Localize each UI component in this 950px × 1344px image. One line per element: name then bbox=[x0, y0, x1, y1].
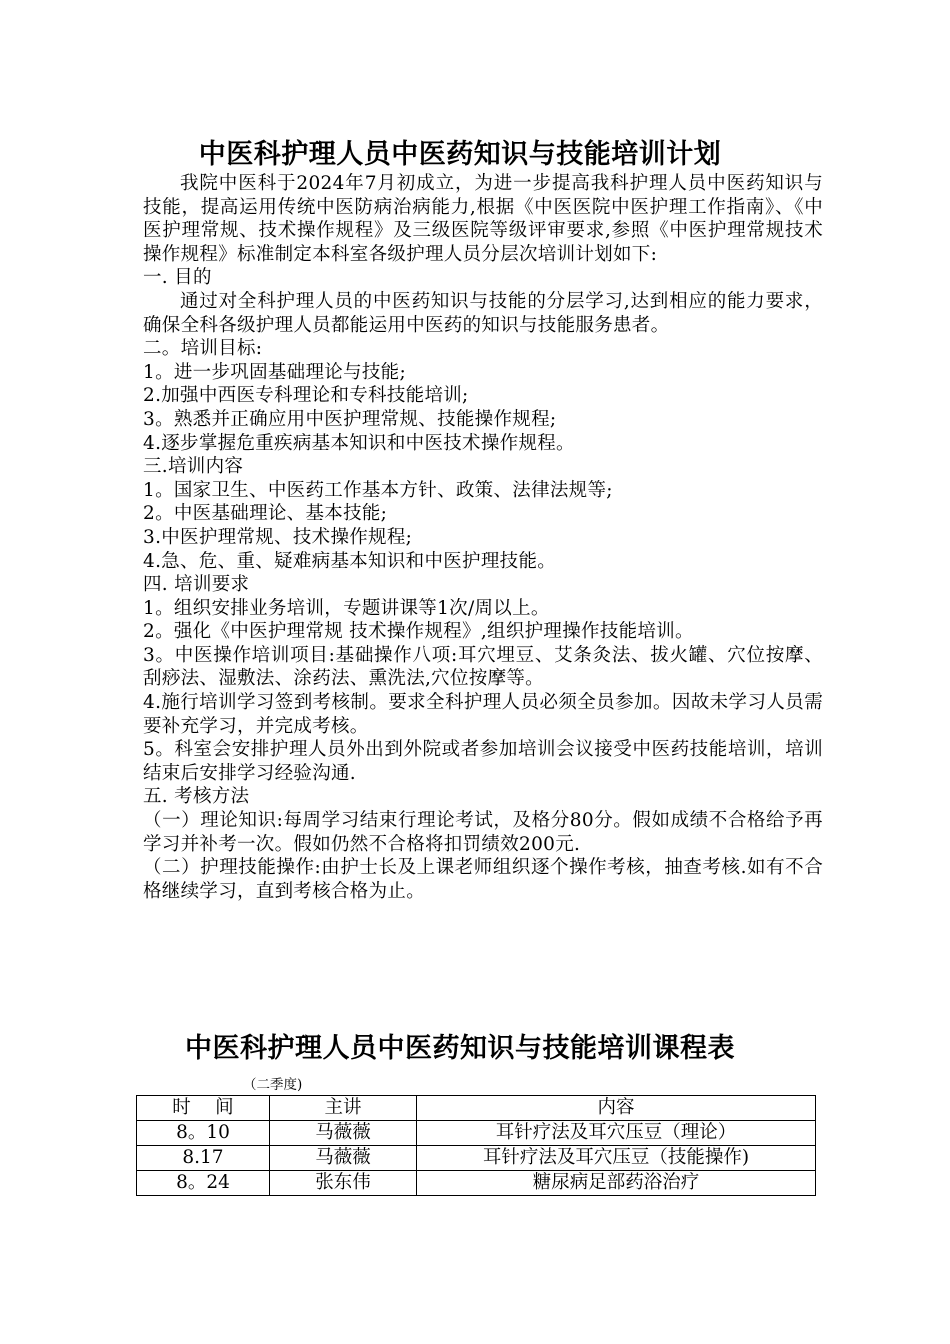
row-content: 耳针疗法及耳穴压豆（技能操作) bbox=[417, 1146, 816, 1171]
row-date: 8.17 bbox=[137, 1146, 270, 1171]
table-row bbox=[137, 1121, 816, 1146]
paragraph: 2。中医基础理论、基本技能; bbox=[143, 503, 388, 525]
paragraph: 我院中医科于2024年7月初成立，为进一步提高我科护理人员中医药知识与技能，提高运用传统中医防病治病能力,根据《中医医院中医护理工作指南》、《中医护理常规、技术操作规程》及三级医院等级评审要求,参照《中医护理常规技术操作规程》标准制定本科室各级护理人员分层次培训计划如下: bbox=[143, 173, 823, 265]
season-label: （二季度) bbox=[243, 1077, 303, 1093]
row-content: 糖尿病足部药浴治疗 bbox=[417, 1171, 816, 1196]
paragraph: 3.中医护理常规、技术操作规程; bbox=[143, 526, 413, 548]
row-lecturer: 马薇薇 bbox=[270, 1146, 417, 1171]
schedule-table bbox=[136, 1095, 816, 1196]
paragraph: 五. 考核方法 bbox=[143, 786, 250, 808]
header-content: 内容 bbox=[417, 1096, 816, 1121]
plan-title: 中医科护理人员中医药知识与技能培训计划 bbox=[198, 139, 722, 170]
paragraph: 四. 培训要求 bbox=[143, 574, 250, 596]
paragraph: 2.加强中西医专科理论和专科技能培训; bbox=[143, 385, 469, 407]
schedule-title: 中医科护理人员中医药知识与技能培训课程表 bbox=[185, 1033, 735, 1064]
paragraph: 3。中医操作培训项目:基础操作八项:耳穴埋豆、艾条灸法、拔火罐、穴位按摩、刮痧法、湿敷法、涂药法、熏洗法,穴位按摩等。 bbox=[143, 644, 823, 690]
paragraph: 4.急、危、重、疑难病基本知识和中医护理技能。 bbox=[143, 550, 557, 572]
table-row bbox=[137, 1146, 816, 1171]
paragraph: 1。组织安排业务培训，专题讲课等1次/周以上。 bbox=[143, 597, 550, 619]
paragraph: 1。进一步巩固基础理论与技能; bbox=[143, 361, 407, 383]
row-lecturer: 马薇薇 bbox=[270, 1121, 417, 1146]
paragraph: 1。国家卫生、中医药工作基本方针、政策、法律法规等; bbox=[143, 479, 613, 501]
paragraph: 2。强化《中医护理常规 技术操作规程》,组织护理操作技能培训。 bbox=[143, 621, 694, 643]
paragraph: 4.逐步掌握危重疾病基本知识和中医技术操作规程。 bbox=[143, 432, 575, 454]
paragraph: 二。培训目标: bbox=[143, 338, 263, 360]
table-row bbox=[137, 1171, 816, 1196]
table-header-row bbox=[137, 1096, 816, 1121]
row-date: 8。24 bbox=[137, 1171, 270, 1196]
paragraph: 三.培训内容 bbox=[143, 456, 244, 478]
plan-body bbox=[143, 172, 823, 903]
row-date: 8。10 bbox=[137, 1121, 270, 1146]
paragraph: （一）理论知识:每周学习结束行理论考试，及格分80分。假如成绩不合格给予再学习并补考一次。假如仍然不合格将扣罚绩效200元. bbox=[143, 810, 823, 855]
row-content: 耳针疗法及耳穴压豆（理论） bbox=[417, 1121, 816, 1146]
header-time: 时 间 bbox=[137, 1096, 270, 1121]
paragraph: 5。科室会安排护理人员外出到外院或者参加培训会议接受中医药技能培训，培训结束后安排学习经验沟通. bbox=[143, 739, 823, 784]
paragraph: 3。熟悉并正确应用中医护理常规、技能操作规程; bbox=[143, 408, 557, 430]
paragraph: 一. 目的 bbox=[143, 267, 212, 289]
paragraph: （二）护理技能操作:由护士长及上课老师组织逐个操作考核，抽查考核.如有不合格继续学习，直到考核合格为止。 bbox=[143, 857, 823, 902]
header-lecturer: 主讲 bbox=[270, 1096, 417, 1121]
paragraph: 4.施行培训学习签到考核制。要求全科护理人员必须全员参加。因故未学习人员需要补充学习，并完成考核。 bbox=[143, 692, 823, 737]
row-lecturer: 张东伟 bbox=[270, 1171, 417, 1196]
paragraph: 通过对全科护理人员的中医药知识与技能的分层学习,达到相应的能力要求，确保全科各级护理人员都能运用中医药的知识与技能服务患者。 bbox=[143, 290, 823, 336]
